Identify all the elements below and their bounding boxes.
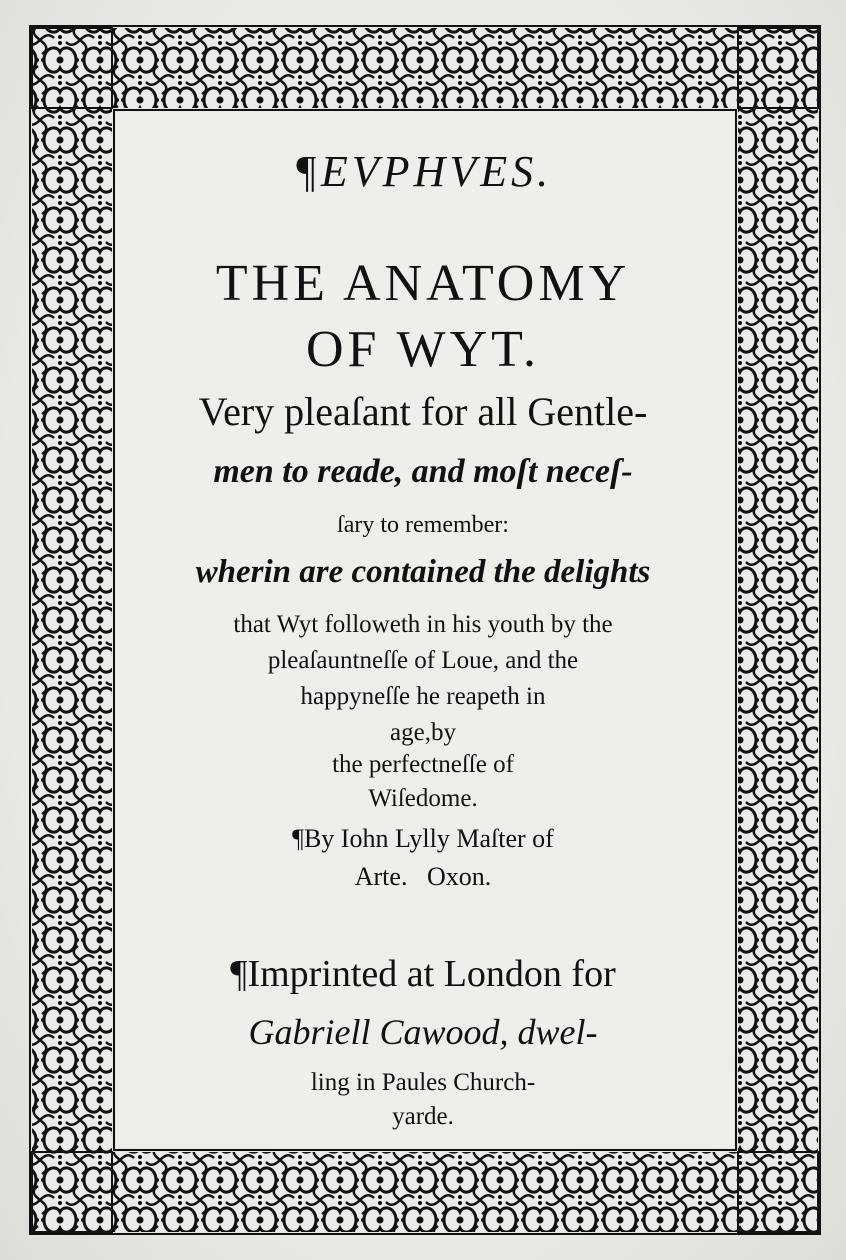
subtitle-line-10: Wiſedome. <box>368 785 478 812</box>
subtitle-line-9: the perfectneſſe of <box>332 751 514 778</box>
subtitle-line-7: happyneſſe he reapeth in <box>300 683 546 710</box>
author-line-1: ¶By Iohn Lylly Maſter of <box>292 824 554 853</box>
title-line-1: THE ANATOMY <box>215 255 631 312</box>
subtitle-line-4: wherin are contained the delights <box>195 554 651 590</box>
subtitle-line-6: pleaſauntneſſe of Loue, and the <box>267 647 579 674</box>
subtitle-line-2: men to reade, and moſt neceſ- <box>213 453 633 490</box>
running-title: ¶EVPHVES. <box>293 147 553 196</box>
author-line-2: Arte. Oxon. <box>354 862 492 891</box>
subtitle-line-3: ſary to remember: <box>337 512 509 538</box>
subtitle-line-1: Very pleaſant for all Gentle- <box>198 389 648 434</box>
subtitle-line-8: age,by <box>390 719 456 746</box>
imprint-line-3: ling in Paules Church- <box>310 1069 536 1096</box>
subtitle-line-5: that Wyt followeth in his youth by the <box>233 611 613 638</box>
title-text-block <box>122 110 724 1150</box>
imprint-line-1: ¶Imprinted at London for <box>230 953 616 995</box>
imprint-line-4: yarde. <box>392 1103 454 1130</box>
imprint-line-2: Gabriell Cawood, dwel- <box>248 1012 598 1052</box>
title-line-2: OF WYT. <box>305 321 541 378</box>
